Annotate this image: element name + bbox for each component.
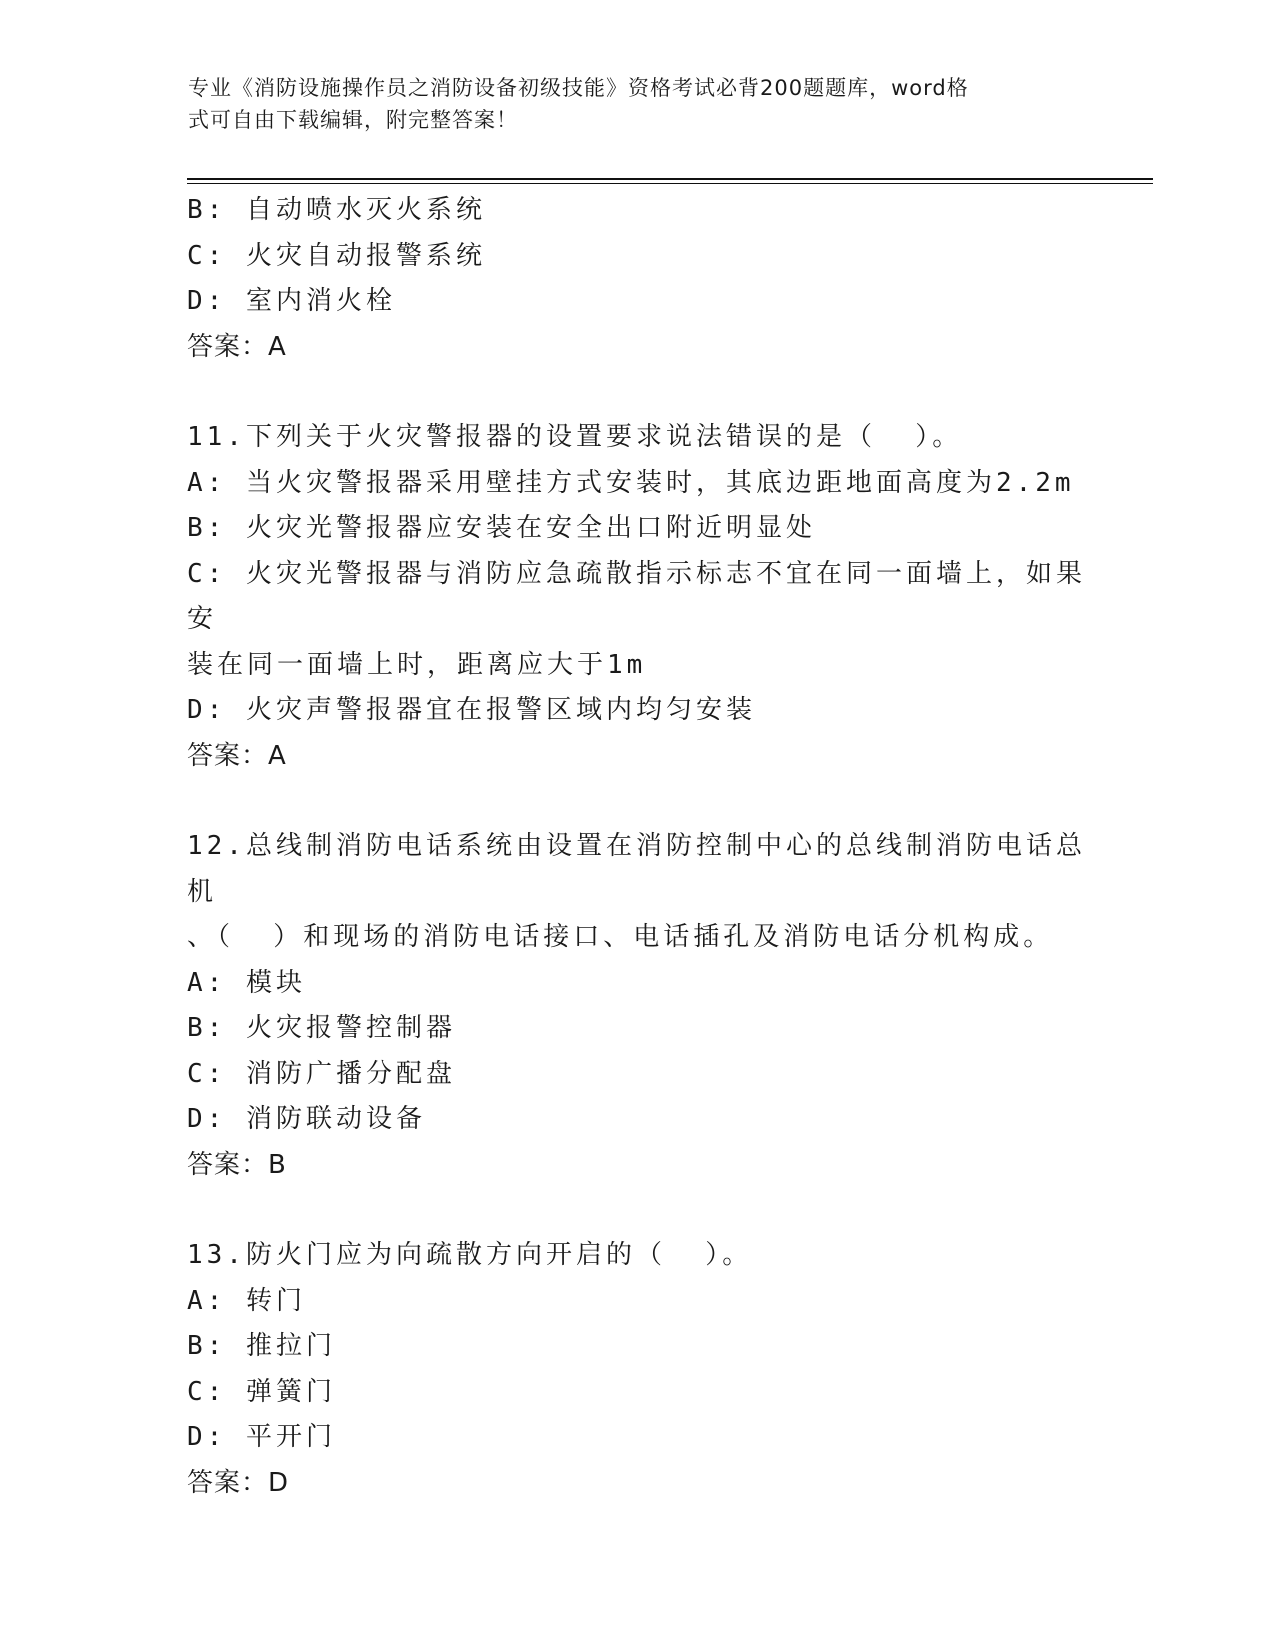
option-a: A: 模块	[187, 967, 306, 998]
option-b: B: 推拉门	[187, 1331, 336, 1361]
question-text: 11.下列关于火灾警报器的设置要求说法错误的是（ ）。	[187, 422, 963, 452]
header-line-1: 专业《消防设施操作员之消防设备初级技能》资格考试必背200题题库，word格	[188, 76, 969, 100]
answer-line: 答案：A	[187, 331, 287, 362]
spacer	[187, 1188, 1087, 1233]
answer-line: 答案：D	[187, 1467, 290, 1498]
option-b: B: 自动喷水灭火系统	[187, 195, 486, 225]
question-text: 13.防火门应为向疏散方向开启的（ ）。	[187, 1240, 753, 1270]
document-header	[188, 72, 1068, 136]
option-c: C: 火灾光警报器与消防应急疏散指示标志不宜在同一面墙上，如果安	[187, 558, 1086, 634]
option-a: A: 当火灾警报器采用壁挂方式安装时，其底边距地面高度为2.2m	[187, 467, 1075, 498]
option-a: A: 转门	[187, 1285, 306, 1316]
question-block-13	[187, 1233, 1087, 1506]
option-d: D: 火灾声警报器宜在报警区域内均匀安装	[187, 695, 756, 725]
header-divider-thin	[187, 183, 1153, 184]
option-d: D: 消防联动设备	[187, 1104, 426, 1134]
spacer	[187, 370, 1087, 415]
question-block-10-tail	[187, 188, 1087, 370]
option-c: C: 火灾自动报警系统	[187, 240, 486, 271]
answer-line: 答案：B	[187, 1149, 287, 1180]
option-c-continued: 装在同一面墙上时，距离应大于1m	[187, 649, 647, 680]
spacer	[187, 779, 1087, 824]
question-text-continued: 、（ ）和现场的消防电话接口、电话插孔及消防电话分机构成。	[187, 922, 1054, 952]
option-d: D: 室内消火栓	[187, 286, 396, 316]
option-d: D: 平开门	[187, 1422, 336, 1452]
header-divider-thick	[187, 178, 1153, 180]
question-block-11	[187, 415, 1087, 779]
header-line-2: 式可自由下载编辑，附完整答案！	[188, 108, 518, 132]
option-c: C: 消防广播分配盘	[187, 1058, 456, 1089]
option-c: C: 弹簧门	[187, 1376, 336, 1407]
option-b: B: 火灾报警控制器	[187, 1013, 456, 1043]
question-list	[187, 188, 1087, 1506]
answer-line: 答案：A	[187, 740, 287, 771]
question-text: 12.总线制消防电话系统由设置在消防控制中心的总线制消防电话总机	[187, 831, 1086, 907]
option-b: B: 火灾光警报器应安装在安全出口附近明显处	[187, 513, 816, 543]
question-block-12	[187, 824, 1087, 1188]
